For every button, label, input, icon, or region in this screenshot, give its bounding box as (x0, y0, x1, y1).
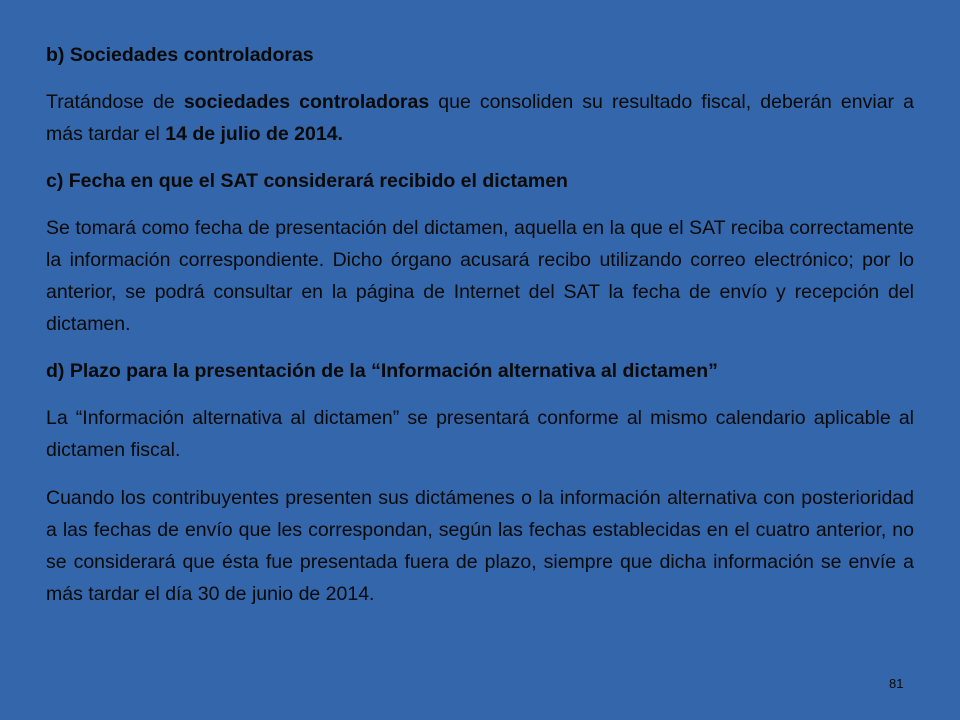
section-c-paragraph: Se tomará como fecha de presentación del dictamen, aquella en la que el SAT reciba correctamente la información correspondiente. Dicho órgano acusará recibo utilizando correo electrónico; por lo anterior, se podrá consultar en la página de Internet del SAT la fecha de envío y recepción del dictamen. (46, 217, 914, 335)
page-number: 81 (889, 676, 904, 691)
section-b-bold-2: 14 de julio de 2014. (165, 123, 343, 145)
section-b-text-2: que consoliden su resultado fiscal, deberán enviar a más tardar el (46, 91, 914, 145)
section-b-bold-1: sociedades controladoras (183, 91, 430, 113)
section-c-heading: c) Fecha en que el SAT considerará recibido el dictamen (46, 170, 568, 192)
section-b-text-1: Tratándose de (46, 91, 184, 113)
section-b-heading: b) Sociedades controladoras (46, 44, 314, 66)
section-b-paragraph (46, 86, 914, 150)
section-d-paragraph-2: Cuando los contribuyentes presenten sus dictámenes o la información alternativa con posterioridad a las fechas de envío que les correspondan, según las fechas establecidas en el cuatro anterior, no se considerará que ésta fue presentada fuera de plazo, siempre que dicha información se envíe a más tardar el día 30 de junio de 2014. (46, 487, 914, 605)
section-d-paragraph-1: La “Información alternativa al dictamen” se presentará conforme al mismo calendario aplicable al dictamen fiscal. (46, 407, 914, 461)
slide-content (46, 40, 914, 626)
section-d-heading: d) Plazo para la presentación de la “Información alternativa al dictamen” (46, 360, 718, 382)
